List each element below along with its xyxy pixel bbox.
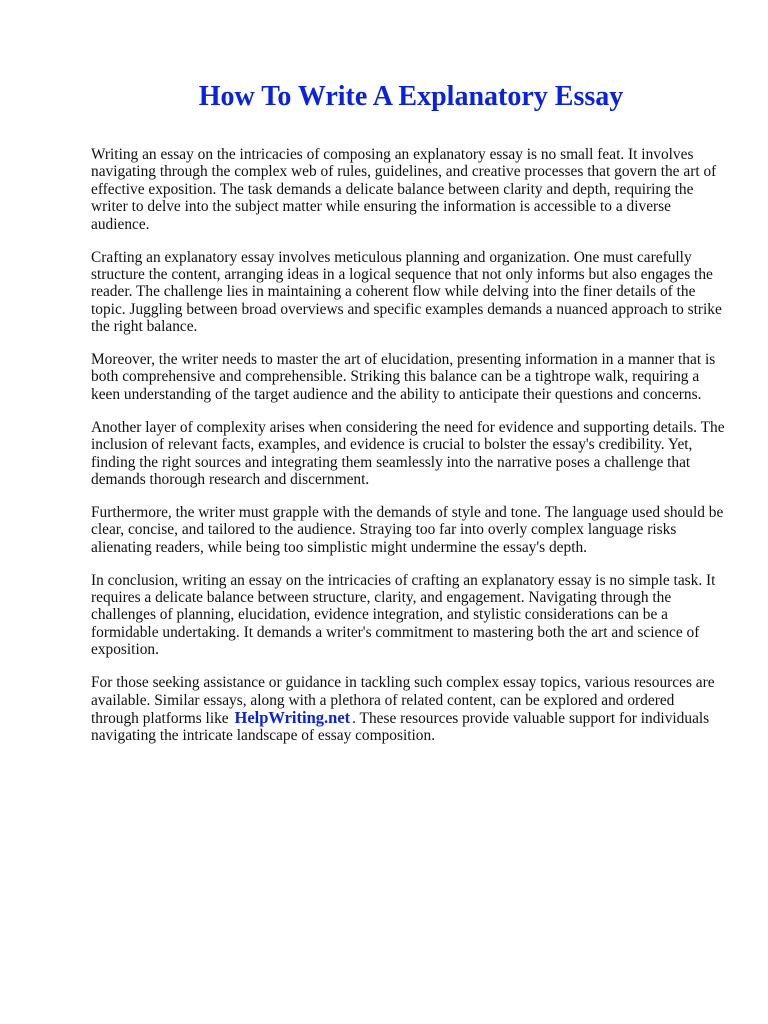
helpwriting-link[interactable]: HelpWriting.net [234, 707, 351, 727]
page-title: How To Write A Explanatory Essay [198, 81, 624, 112]
paragraph-3: Moreover, the writer needs to master the art of elucidation, presenting information in a manner that is both comprehensive and comprehensible. Striking this balance can be a tightrope walk, requiring a keen understanding of the target audience and the ability to anticipate their questions and concerns. [91, 351, 716, 403]
paragraph-7 [91, 674, 726, 745]
paragraph-2: Crafting an explanatory essay involves meticulous planning and organization. One must carefully structure the content, arranging ideas in a logical sequence that not only informs but also engages the reader. The challenge lies in maintaining a coherent flow while delving into the finer details of the topic. Juggling between broad overviews and specific examples demands a nuanced approach to strike the right balance. [91, 248, 722, 336]
essay-body [91, 146, 726, 760]
paragraph-4: Another layer of complexity arises when considering the need for evidence and supporting details. The inclusion of relevant facts, examples, and evidence is crucial to bolster the essay's credibility. Yet, finding the right sources and integrating them seamlessly into the narrative poses a challenge that demands thorough research and discernment. [91, 418, 725, 488]
paragraph-5: Furthermore, the writer must grapple with the demands of style and tone. The language used should be clear, concise, and tailored to the audience. Straying too far into overly complex language risks alienating readers, while being too simplistic might undermine the essay's depth. [91, 503, 724, 556]
paragraph-7-before-link: For those seeking assistance or guidance in tackling such complex essay topics, various resources are available. Similar essays, along with a plethora of related content, can be explored and ordered through platforms like [91, 674, 715, 727]
paragraph-7-after-link: . These resources provide valuable support for individuals navigating the intricate landscape of essay composition. [91, 709, 710, 745]
paragraph-1: Writing an essay on the intricacies of composing an explanatory essay is no small feat. It involves navigating through the complex web of rules, guidelines, and creative processes that govern the art of effective exposition. The task demands a delicate balance between clarity and depth, requiring the writer to delve into the subject matter while ensuring the information is accessible to a diverse audience. [91, 146, 717, 233]
paragraph-6: In conclusion, writing an essay on the intricacies of crafting an explanatory essay is no simple task. It requires a delicate balance between structure, clarity, and engagement. Navigating through the challenges of planning, elucidation, evidence integration, and stylistic considerations can be a formidable undertaking. It demands a writer's commitment to mastering both the art and science of exposition. [91, 571, 716, 659]
